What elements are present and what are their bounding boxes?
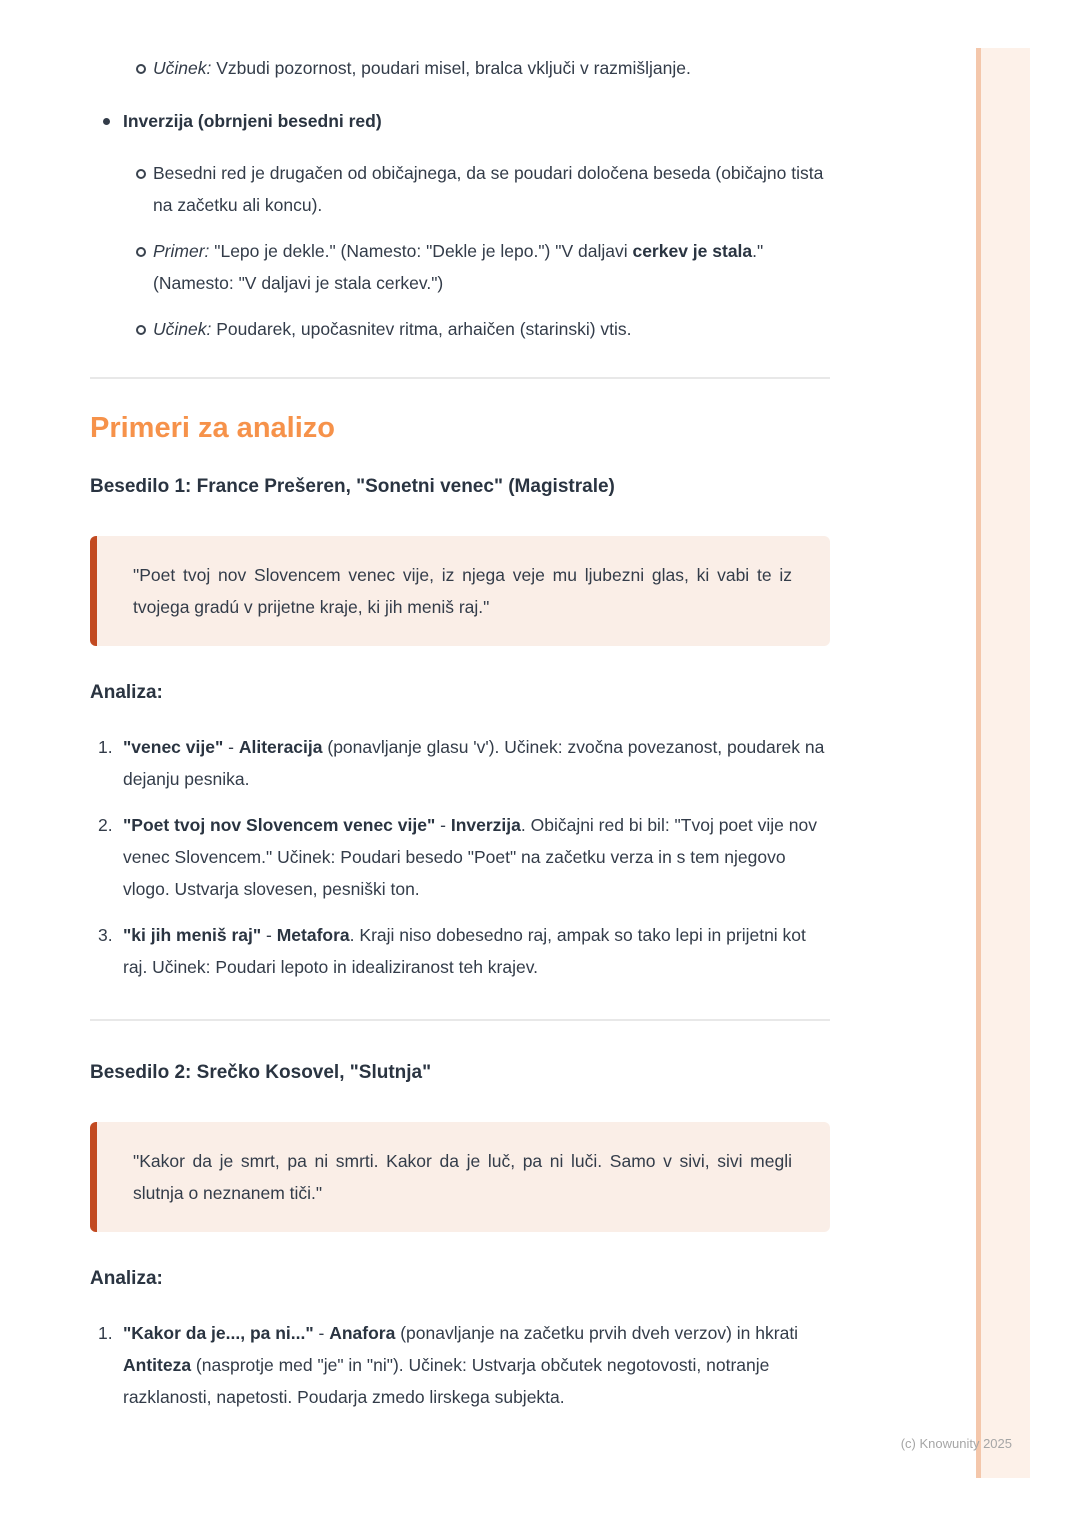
text1-heading: Besedilo 1: France Prešeren, "Sonetni venec" (Magistrale): [90, 476, 615, 497]
item-number: 2.: [98, 815, 113, 835]
text2-analysis-list: [90, 1317, 830, 1413]
text2-quote-text: "Kakor da je smrt, pa ni smrti. Kakor da je luč, pa ni luči. Samo v sivi, sivi megli slutnja o neznanem tiči.": [133, 1151, 792, 1203]
analysis-item-text: "venec vije" - Aliteracija (ponavljanje glasu 'v'). Učinek: zvočna povezanost, poudarek na dejanju pesnika.: [123, 737, 825, 789]
text2-analysis-label: Analiza:: [90, 1268, 163, 1289]
inversion-term-title: Inverzija (obrnjeni besedni red): [123, 111, 382, 131]
analysis-item: [98, 731, 830, 795]
term-list: [90, 105, 830, 137]
page-content: [90, 0, 830, 1413]
bullet-disc-icon: [103, 118, 110, 125]
effect-note-text: Učinek: Vzbudi pozornost, poudari misel, bralca vključi v razmišljanje.: [153, 58, 691, 78]
analysis-item: [98, 919, 830, 983]
inversion-effect-text: Učinek: Poudarek, upočasnitev ritma, arhaičen (starinski) vtis.: [153, 319, 632, 339]
inversion-sub-list: [90, 157, 830, 345]
effect-note-item: [90, 52, 830, 84]
section-divider: [90, 377, 830, 379]
inversion-definition-item: [90, 157, 830, 221]
text1-quote-text: "Poet tvoj nov Slovencem venec vije, iz njega veje mu ljubezni glas, ki vabi te iz tvojega gradú v prijetne kraje, ki jih meniš raj.": [133, 565, 792, 617]
inversion-effect-item: [90, 313, 830, 345]
analysis-item-text: "ki jih meniš raj" - Metafora. Kraji niso dobesedno raj, ampak so tako lepi in prijetni kot raj. Učinek: Poudari lepoto in idealiziranost teh krajev.: [123, 925, 806, 977]
analysis-item-text: "Poet tvoj nov Slovencem venec vije" - Inverzija. Običajni red bi bil: "Tvoj poet vije nov venec Slovencem." Učinek: Poudari besedo "Poet" na začetku verza in s tem njegovo vlogo. Ustvarja slovesen, pesniški ton.: [123, 815, 817, 899]
inversion-definition-text: Besedni red je drugačen od običajnega, da se poudari določena beseda (običajno tista na začetku ali koncu).: [153, 163, 824, 215]
bullet-circle-icon: [136, 247, 146, 257]
bullet-circle-icon: [136, 325, 146, 335]
text2-quote-block: [90, 1122, 830, 1232]
bullet-circle-icon: [136, 64, 146, 74]
item-number: 3.: [98, 925, 113, 945]
copyright-watermark: (c) Knowunity 2025: [900, 1436, 1012, 1451]
text2-heading: Besedilo 2: Srečko Kosovel, "Slutnja": [90, 1062, 432, 1083]
analysis-item: [98, 809, 830, 905]
item-number: 1.: [98, 737, 113, 757]
inversion-term-item: [90, 105, 830, 137]
inversion-example-text: Primer: "Lepo je dekle." (Namesto: "Dekle je lepo.") "V daljavi cerkev je stala." (Namesto: "V daljavi je stala cerkev."): [153, 241, 764, 293]
inversion-example-item: [90, 235, 830, 299]
bullet-circle-icon: [136, 169, 146, 179]
text1-quote-block: [90, 536, 830, 646]
analysis-item: [98, 1317, 830, 1413]
item-number: 1.: [98, 1323, 113, 1343]
analysis-item-text: "Kakor da je..., pa ni..." - Anafora (ponavljanje na začetku prvih dveh verzov) in hkrati Antiteza (nasprotje med "je" in "ni"). Učinek: Ustvarja občutek negotovosti, notranje razklanosti, napetosti. Poudarja zmedo lirskega subjekta.: [123, 1323, 799, 1407]
side-strip: [976, 48, 1030, 1478]
section-title: Primeri za analizo: [90, 412, 335, 444]
section-divider: [90, 1019, 830, 1021]
text1-analysis-list: [90, 731, 830, 983]
intro-sub-list: [90, 52, 830, 84]
text1-analysis-label: Analiza:: [90, 682, 163, 703]
